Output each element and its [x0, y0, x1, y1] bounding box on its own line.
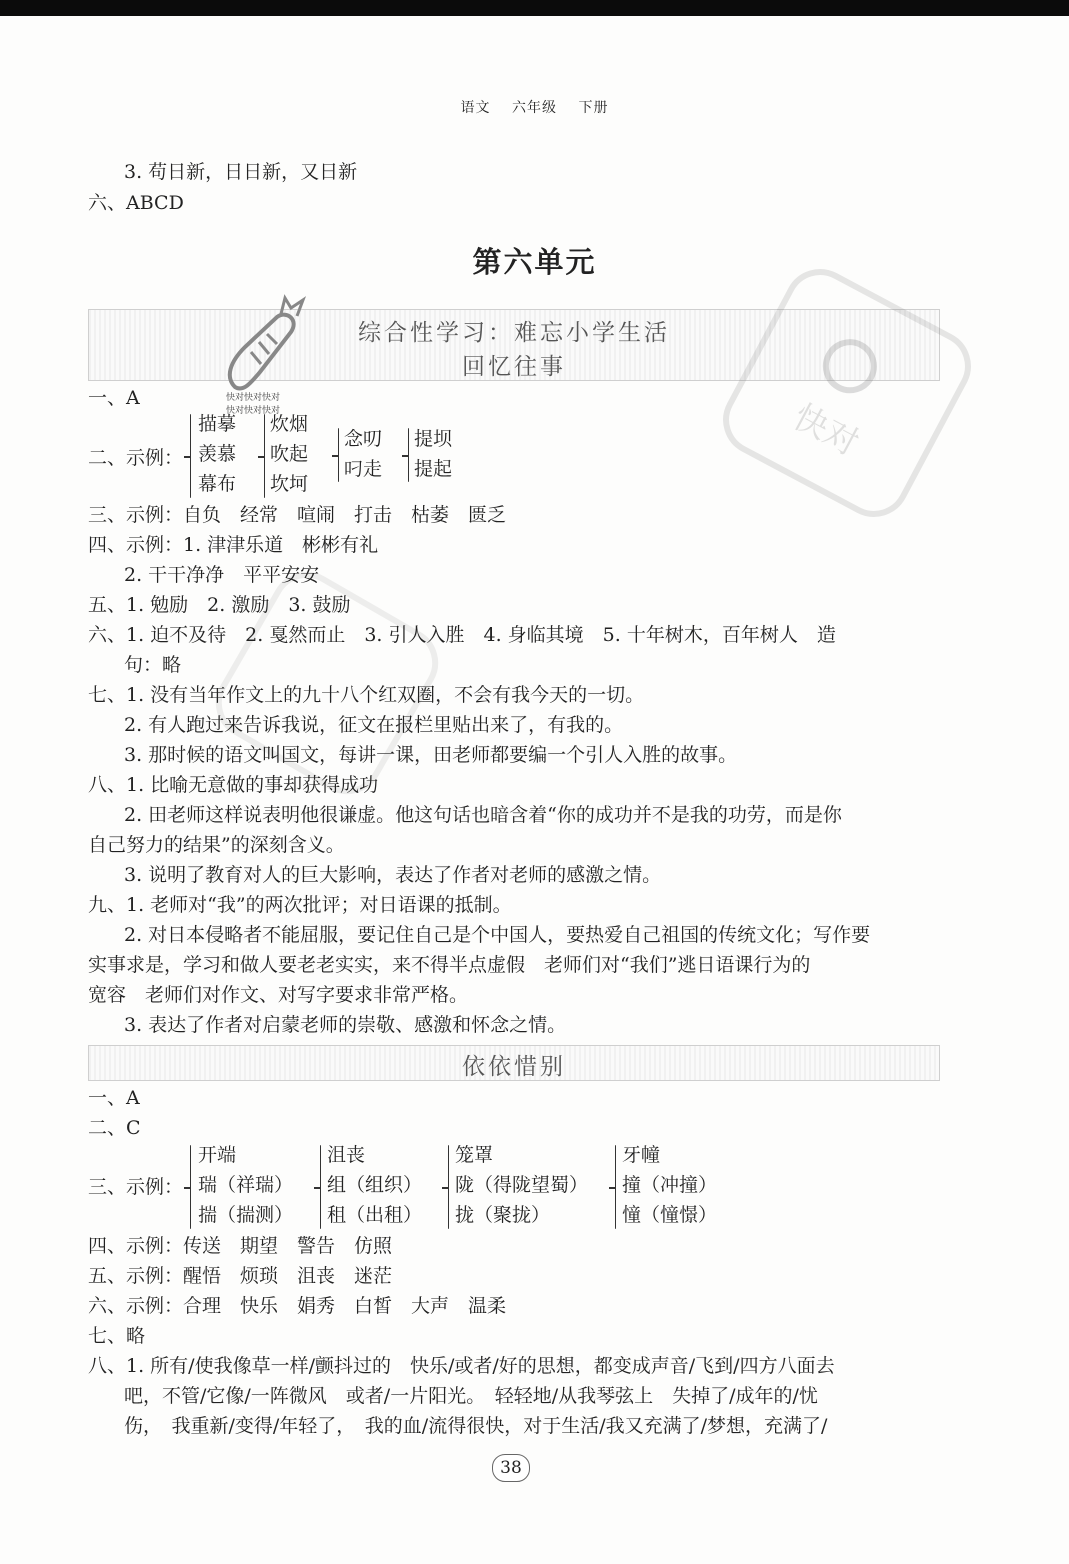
- brace-icon: [190, 414, 191, 498]
- word: 牙幢: [622, 1144, 661, 1166]
- word: 拢（聚拢）: [455, 1204, 551, 1226]
- word-group: [327, 1140, 422, 1230]
- word: 提起: [414, 458, 453, 480]
- answer-line: 2. 有人跑过来告诉我说，征文在报栏里贴出来了，有我的。: [124, 714, 624, 736]
- answer-line: 实事求是，学习和做人要老老实实，来不得半点虚假 老师们对“我们”逃日语课行为的: [88, 954, 811, 976]
- word: 组（组织）: [327, 1174, 423, 1196]
- answer-line: 八、1. 比喻无意做的事却获得成功: [88, 774, 379, 796]
- answer-line: 六、1. 迫不及待 2. 戛然而止 3. 引人入胜 4. 身临其境 5. 十年树木，百年树人 造: [88, 624, 836, 646]
- answer-line: 七、略: [88, 1325, 146, 1347]
- answer-line: 六、示例：合理 快乐 娟秀 白皙 大声 温柔: [88, 1295, 507, 1317]
- question-label: 三、示例：: [88, 1176, 184, 1198]
- page-number: 38: [492, 1454, 530, 1482]
- answer-line: 3. 表达了作者对启蒙老师的崇敬、感激和怀念之情。: [124, 1014, 567, 1036]
- word: 提坝: [414, 428, 453, 450]
- word-group: [198, 409, 236, 499]
- answer-line: 五、示例：醒悟 烦琐 沮丧 迷茫: [88, 1265, 393, 1287]
- word-group: [198, 1140, 293, 1230]
- answer-line: 3. 说明了教育对人的巨大影响，表达了作者对老师的感激之情。: [124, 864, 662, 886]
- section-subtitle: 回忆往事: [462, 354, 566, 380]
- header-subject: 语文: [460, 100, 491, 116]
- answer-line: 一、A: [88, 387, 140, 409]
- word: 幕布: [198, 473, 237, 495]
- word-group: [270, 409, 308, 499]
- brace-icon: [615, 1145, 616, 1229]
- word: 坎坷: [270, 473, 309, 495]
- section-title: 综合性学习：难忘小学生活: [358, 320, 670, 346]
- answer-line: 三、示例：自负 经常 喧闹 打击 枯萎 匮乏: [88, 504, 507, 526]
- word: 揣（揣测）: [198, 1204, 294, 1226]
- word: 憧（憧憬）: [622, 1204, 718, 1226]
- answer-line: 伤， 我重新/变得/年轻了， 我的血/流得很快，对于生活/我又充满了/梦想，充满了/: [124, 1415, 828, 1437]
- section-title: 依依惜别: [462, 1054, 566, 1080]
- word-group: [344, 424, 382, 484]
- header-volume: 下册: [578, 100, 609, 116]
- watermark-small-text: 快对快对快对: [226, 406, 281, 416]
- watermark-small-text: 快对快对快对: [226, 393, 281, 403]
- page-header: [0, 97, 1069, 117]
- word: 吹起: [270, 443, 309, 465]
- word: 租（出租）: [327, 1204, 423, 1226]
- unit-title: 第六单元: [472, 245, 597, 279]
- answer-line: 五、1. 勉励 2. 激励 3. 鼓励: [88, 594, 351, 616]
- word: 陇（得陇望蜀）: [455, 1174, 589, 1196]
- answer-line: 3. 苟日新，日日新，又日新: [124, 161, 358, 183]
- brace-icon: [264, 414, 265, 498]
- word-group: [622, 1140, 717, 1230]
- word-group: [455, 1140, 588, 1230]
- answer-line: 吧，不管/它像/一阵微风 或者/一片阳光。 轻轻地/从我琴弦上 失掉了/成年的/忧: [124, 1385, 818, 1407]
- answer-line: 宽容 老师们对作文、对写字要求非常严格。: [88, 984, 469, 1006]
- watermark-logo-text: 快对: [786, 396, 866, 465]
- carrot-icon: [215, 292, 310, 402]
- brace-icon: [320, 1145, 321, 1229]
- word: 笼罩: [455, 1144, 494, 1166]
- watermark-stamp: [710, 256, 983, 529]
- answer-line: 自己努力的结果”的深刻含义。: [88, 834, 345, 856]
- answer-line: 七、1. 没有当年作文上的九十八个红双圈，不会有我今天的一切。: [88, 684, 645, 706]
- word-group: [414, 424, 452, 484]
- answer-line: 九、1. 老师对“我”的两次批评；对日语课的抵制。: [88, 894, 512, 916]
- brace-icon: [448, 1145, 449, 1229]
- answer-line: 四、示例：1. 津津乐道 彬彬有礼: [88, 534, 379, 556]
- header-grade: 六年级: [512, 100, 557, 116]
- word: 沮丧: [327, 1144, 366, 1166]
- word: 叼走: [344, 458, 383, 480]
- answer-line: 2. 对日本侵略者不能屈服，要记住自己是个中国人，要热爱自己祖国的传统文化；写作要: [124, 924, 871, 946]
- word: 羡慕: [198, 443, 237, 465]
- answer-line: 3. 那时候的语文叫国文，每讲一课，田老师都要编一个引人入胜的故事。: [124, 744, 738, 766]
- word: 炊烟: [270, 413, 309, 435]
- top-edge-bar: [0, 0, 1069, 16]
- word: 开端: [198, 1144, 237, 1166]
- answer-line: 八、1. 所有/使我像草一样/颤抖过的 快乐/或者/好的思想，都变成声音/飞到/四方八面去: [88, 1355, 835, 1377]
- answer-line: 一、A: [88, 1087, 140, 1109]
- word: 描摹: [198, 413, 237, 435]
- section-title-box: [88, 1045, 940, 1081]
- watermark-logo-icon: [809, 326, 890, 407]
- word: 瑞（祥瑞）: [198, 1174, 294, 1196]
- question-label: 二、示例：: [88, 447, 184, 469]
- word: 念叨: [344, 428, 383, 450]
- brace-icon: [408, 428, 409, 482]
- word: 撞（冲撞）: [622, 1174, 718, 1196]
- answer-line: 六、ABCD: [88, 192, 184, 214]
- answer-line: 句：略: [124, 654, 182, 676]
- answer-line: 2. 田老师这样说表明他很谦虚。他这句话也暗含着“你的成功并不是我的功劳，而是你: [124, 804, 842, 826]
- brace-icon: [190, 1145, 191, 1229]
- answer-line: 四、示例：传送 期望 警告 仿照: [88, 1235, 393, 1257]
- answer-line: 2. 干干净净 平平安安: [124, 564, 320, 586]
- answer-line: 二、C: [88, 1117, 141, 1139]
- brace-icon: [338, 428, 339, 482]
